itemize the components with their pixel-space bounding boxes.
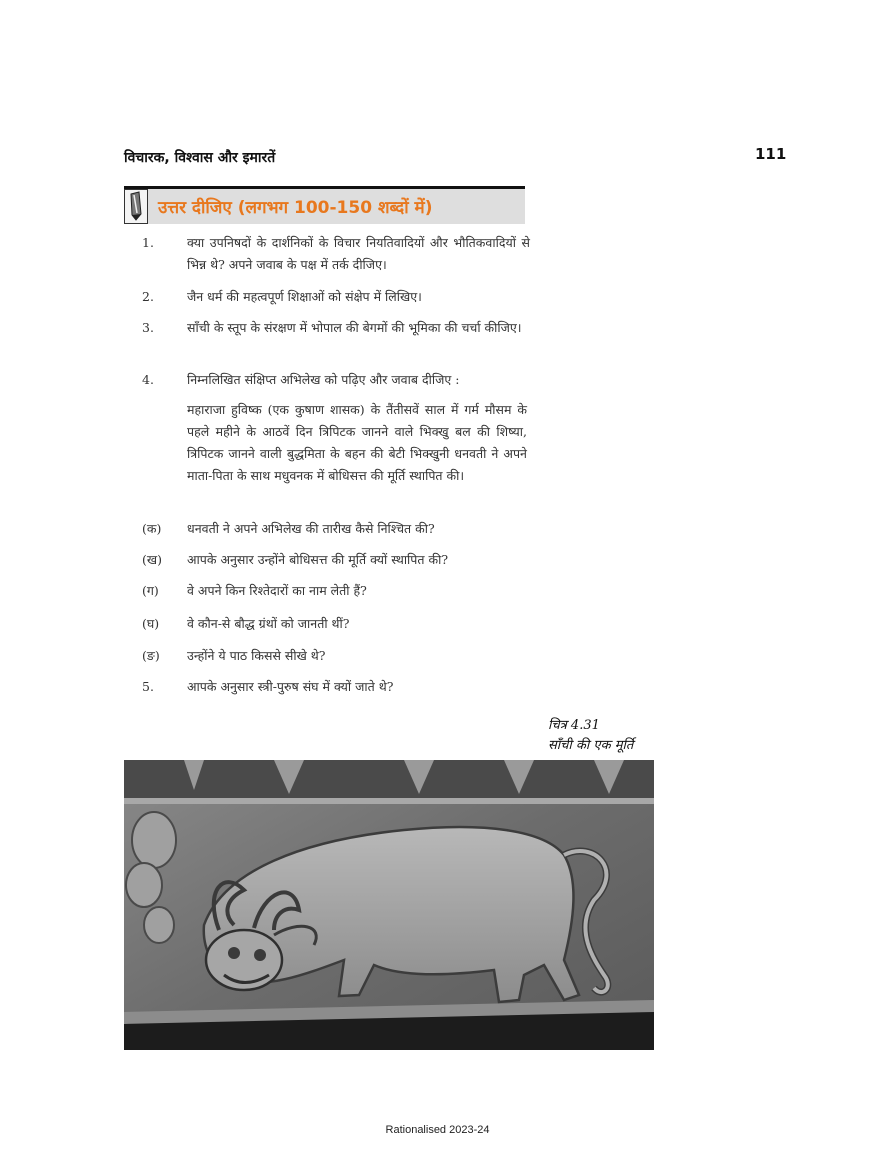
section-title: उत्तर दीजिए (लगभग 100-150 शब्दों में) <box>158 198 433 218</box>
question-text: जैन धर्म की महत्वपूर्ण शिक्षाओं को संक्षेप में लिखिए। <box>187 289 422 304</box>
subquestion-number: (ख) <box>142 552 162 567</box>
question-number: 3. <box>142 320 154 335</box>
subquestion-number: (क) <box>142 521 162 536</box>
subquestion-number: (ङ) <box>142 648 160 663</box>
subquestion-text: वे कौन-से बौद्ध ग्रंथों को जानती थीं? <box>187 616 350 631</box>
subquestion-text: उन्होंने ये पाठ किससे सीखे थे? <box>187 648 326 663</box>
subquestion-gha <box>142 613 530 635</box>
question-2 <box>142 286 530 308</box>
question-3 <box>142 317 530 339</box>
figure-caption-text: साँची की एक मूर्ति <box>548 738 634 753</box>
subquestion-text: धनवती ने अपने अभिलेख की तारीख कैसे निश्चित की? <box>187 521 435 536</box>
subquestion-number: (ग) <box>142 583 159 598</box>
footer-text: Rationalised 2023-24 <box>385 1124 490 1136</box>
question-text: साँची के स्तूप के संरक्षण में भोपाल की बेगमों की भूमिका की चर्चा कीजिए। <box>187 320 522 335</box>
subquestion-number: (घ) <box>142 616 160 631</box>
question-text: क्या उपनिषदों के दार्शनिकों के विचार नियतिवादियों और भौतिकवादियों से भिन्न थे? अपने जवाब के पक्ष में तर्क दीजिए। <box>187 235 530 272</box>
question-number: 5. <box>142 679 154 694</box>
section-header <box>124 186 525 224</box>
subquestion-nga <box>142 645 530 667</box>
question-number: 4. <box>142 372 154 387</box>
page-number: 111 <box>755 145 787 163</box>
sculpture-photo <box>124 760 654 1050</box>
subquestion-kha <box>142 549 530 571</box>
question-5 <box>142 676 530 698</box>
question-text: निम्नलिखित संक्षिप्त अभिलेख को पढ़िए और जवाब दीजिए : <box>187 372 460 387</box>
subquestion-ga <box>142 580 530 602</box>
question-1 <box>142 232 530 276</box>
question-4 <box>142 369 530 391</box>
figure-caption <box>548 716 633 756</box>
running-title: विचारक, विश्वास और इमारतें <box>124 150 276 166</box>
figure-label: चित्र 4.31 <box>548 718 600 733</box>
question-number: 1. <box>142 235 154 250</box>
question-number: 2. <box>142 289 154 304</box>
subquestion-ka <box>142 518 530 540</box>
subquestion-text: आपके अनुसार उन्होंने बोधिसत्त की मूर्ति क्यों स्थापित की? <box>187 552 449 567</box>
question-text: आपके अनुसार स्त्री-पुरुष संघ में क्यों जाते थे? <box>187 679 394 694</box>
pen-icon <box>124 189 148 224</box>
subquestion-text: वे अपने किन रिश्तेदारों का नाम लेती हैं? <box>187 583 367 598</box>
inscription-text: महाराजा हुविष्क (एक कुषाण शासक) के तैंतीसवें साल में गर्म मौसम के पहले महीने के आठवें दिन त्रिपिटक जानने वाले भिक्खु बल की शिष्या, त्रिपिटक जानने वाली बुद्धमिता के बहन की बेटी भिक्खुनी धनवती ने अपने माता-पिता के साथ मधुवनक में बोधिसत्त की मूर्ति स्थापित की। <box>187 402 527 483</box>
